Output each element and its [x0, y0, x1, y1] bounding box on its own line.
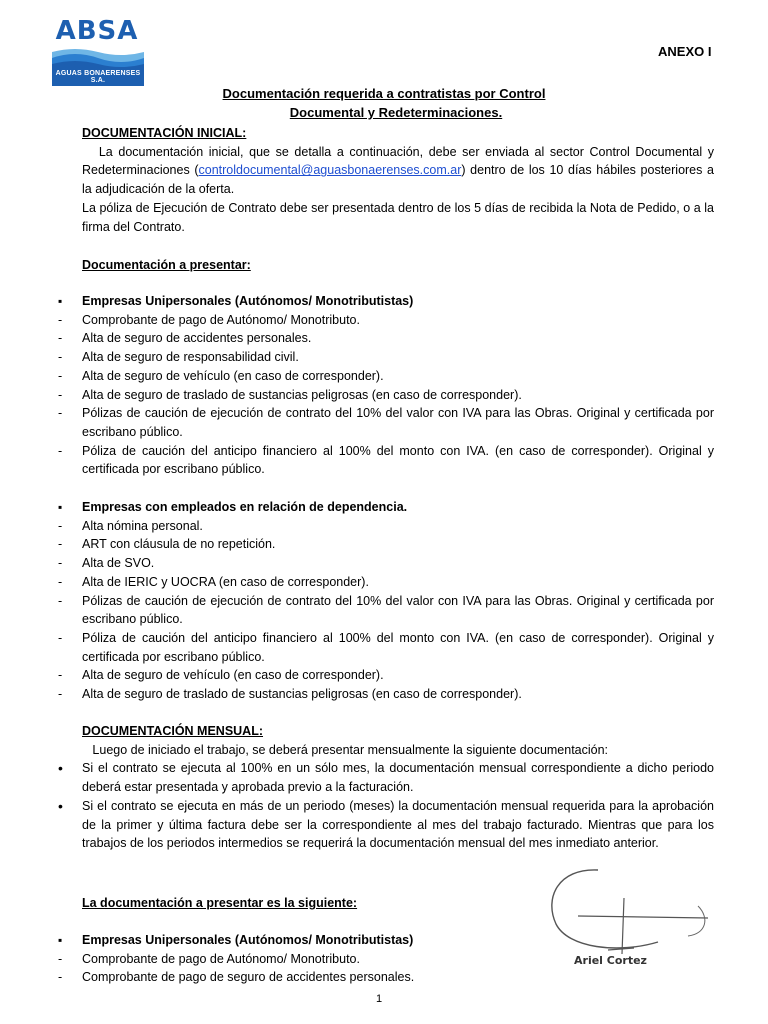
mensual-intro-text: Luego de iniciado el trabajo, se deberá presentar mensualmente la siguiente documentación: — [92, 742, 609, 757]
presentar-heading-block — [82, 256, 714, 275]
mensual-heading: DOCUMENTACIÓN MENSUAL: — [82, 724, 264, 738]
unipersonales2-title: ▪ Empresas Unipersonales (Autónomos/ Monotributistas) — [82, 931, 714, 950]
inicial-section — [82, 124, 714, 236]
list-item: - Póliza de caución del anticipo financiero al 100% del monto con IVA. (en caso de corresponder). Original y certificada por escribano público. — [82, 442, 714, 479]
list-item: - Alta de seguro de traslado de sustancias peligrosas (en caso de corresponder). — [82, 386, 714, 405]
inicial-text-b: ) dentro de los 10 días hábiles posteriores a la adjudicación de la oferta. — [82, 163, 714, 197]
presentar-heading: Documentación a presentar: — [82, 258, 251, 272]
list-item: - Alta de seguro de traslado de sustancias peligrosas (en caso de corresponder). — [82, 685, 714, 704]
signature-name: Ariel Cortez — [574, 954, 647, 967]
list-item: - ART con cláusula de no repetición. — [82, 535, 714, 554]
list-item: - Alta de seguro de accidentes personales. — [82, 329, 714, 348]
list-item: - Comprobante de pago de Autónomo/ Monotributo. — [82, 311, 714, 330]
list-item: - Alta de SVO. — [82, 554, 714, 573]
mensual-section — [82, 722, 714, 853]
email-link[interactable]: controldocumental@aguasbonaerenses.com.ar — [198, 163, 462, 178]
unipersonales-title: ▪ Empresas Unipersonales (Autónomos/ Monotributistas) — [82, 292, 714, 311]
logo-subtitle: AGUAS BONAERENSES S.A. — [55, 70, 141, 84]
inicial-heading: DOCUMENTACIÓN INICIAL: — [82, 126, 247, 140]
list-item: - Alta de seguro de vehículo (en caso de corresponder). — [82, 666, 714, 685]
list-item: - Alta de seguro de responsabilidad civil. — [82, 348, 714, 367]
annex-label: ANEXO I — [658, 44, 712, 59]
siguiente-heading: La documentación a presentar es la siguiente: — [82, 896, 358, 910]
list-item: - Pólizas de caución de ejecución de contrato del 10% del valor con IVA para las Obras. Original y certificada por escribano público. — [82, 592, 714, 629]
list-item: - Comprobante de pago de seguro de accidentes personales. — [82, 968, 714, 987]
mensual-bullet: • Si el contrato se ejecuta al 100% en un sólo mes, la documentación mensual correspondiente a dicho periodo deberá estar presentada y aprobada previo a la facturación. — [82, 759, 714, 796]
absa-logo — [48, 16, 146, 86]
list-item: - Alta de seguro de vehículo (en caso de corresponder). — [82, 367, 714, 386]
list-item: - Alta nómina personal. — [82, 517, 714, 536]
unipersonales-section — [82, 292, 714, 479]
list-item: - Comprobante de pago de Autónomo/ Monotributo. — [82, 950, 714, 969]
logo-wordmark: ABSA — [55, 16, 139, 46]
poliza-paragraph: La póliza de Ejecución de Contrato debe ser presentada dentro de los 5 días de recibida la Nota de Pedido, o a la firma del Contrato. — [82, 200, 714, 234]
empleados-section — [82, 498, 714, 704]
doc-title-line1: Documentación requerida a contratistas por Control — [222, 86, 546, 101]
mensual-bullet: • Si el contrato se ejecuta en más de un periodo (meses) la documentación mensual requerida para la aprobación de la primer y última factura debe ser la correspondiente al mes del trabajo facturado. Mientras que para los trabajos de los periodos intermedios se requerirá la documentación mensual del mes inmediato anterior. — [82, 797, 714, 853]
list-item: - Pólizas de caución de ejecución de contrato del 10% del valor con IVA para las Obras. Original y certificada por escribano público. — [82, 404, 714, 441]
inicial-text-a: La documentación inicial, que se detalla a continuación, debe ser enviada al sector Control Documental y Redeterminaciones ( — [82, 144, 714, 178]
doc-title-line2: Documental y Redeterminaciones. — [289, 105, 503, 120]
inicial-paragraph — [82, 143, 714, 199]
list-item: - Póliza de caución del anticipo financiero al 100% del monto con IVA. (en caso de corresponder). Original y certificada por escribano público. — [82, 629, 714, 666]
empleados-title: ▪ Empresas con empleados en relación de dependencia. — [82, 498, 714, 517]
page-number: 1 — [376, 993, 383, 1005]
list-item: - Alta de IERIC y UOCRA (en caso de corresponder). — [82, 573, 714, 592]
mensual-intro — [82, 741, 714, 760]
